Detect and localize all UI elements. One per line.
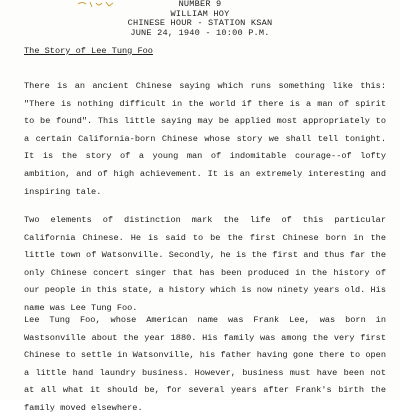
document-number: NUMBER 9 — [178, 0, 222, 9]
paragraph-3: Lee Tung Foo, whose American name was Frank Lee, was born in Wastsonville about the year 1880. His family was among the very first Chinese to settle in Watsonville, his father having gone there to open a little hand laundry business. However, business must have been not at all what it should be, for several years after Frank's birth the family moved elsewhere. — [24, 315, 386, 413]
document-header — [0, 0, 400, 38]
story-title: The Story of Lee Tung Foo — [24, 46, 153, 56]
program-name: CHINESE HOUR - STATION KSAN — [127, 18, 273, 29]
paragraph-1: There is an ancient Chinese saying which runs something like this: "There is nothing difficult in the world if there is a man of spirit to be found". This little saying may be applied most appropriately to a certain California-born Chinese whose story we shall tell tonight. It is the story of a young man of indomitable courage--of lofty ambition, and of high achievement. It is an extremely interesting and inspiring tale. — [24, 81, 386, 197]
document-author: WILLIAM HOY — [170, 8, 230, 19]
paragraph-2: Two elements of distinction mark the life of this particular California Chinese. He is said to be the first Chinese born in the little town of Watsonville. Secondly, he is the first and thus far the only Chinese concert singer that has been produced in the history of our people in this state, a history which is now ninety years old. His name was Lee Tung Foo. — [24, 215, 386, 313]
broadcast-datetime: JUNE 24, 1940 - 10:00 P.M. — [130, 27, 270, 38]
